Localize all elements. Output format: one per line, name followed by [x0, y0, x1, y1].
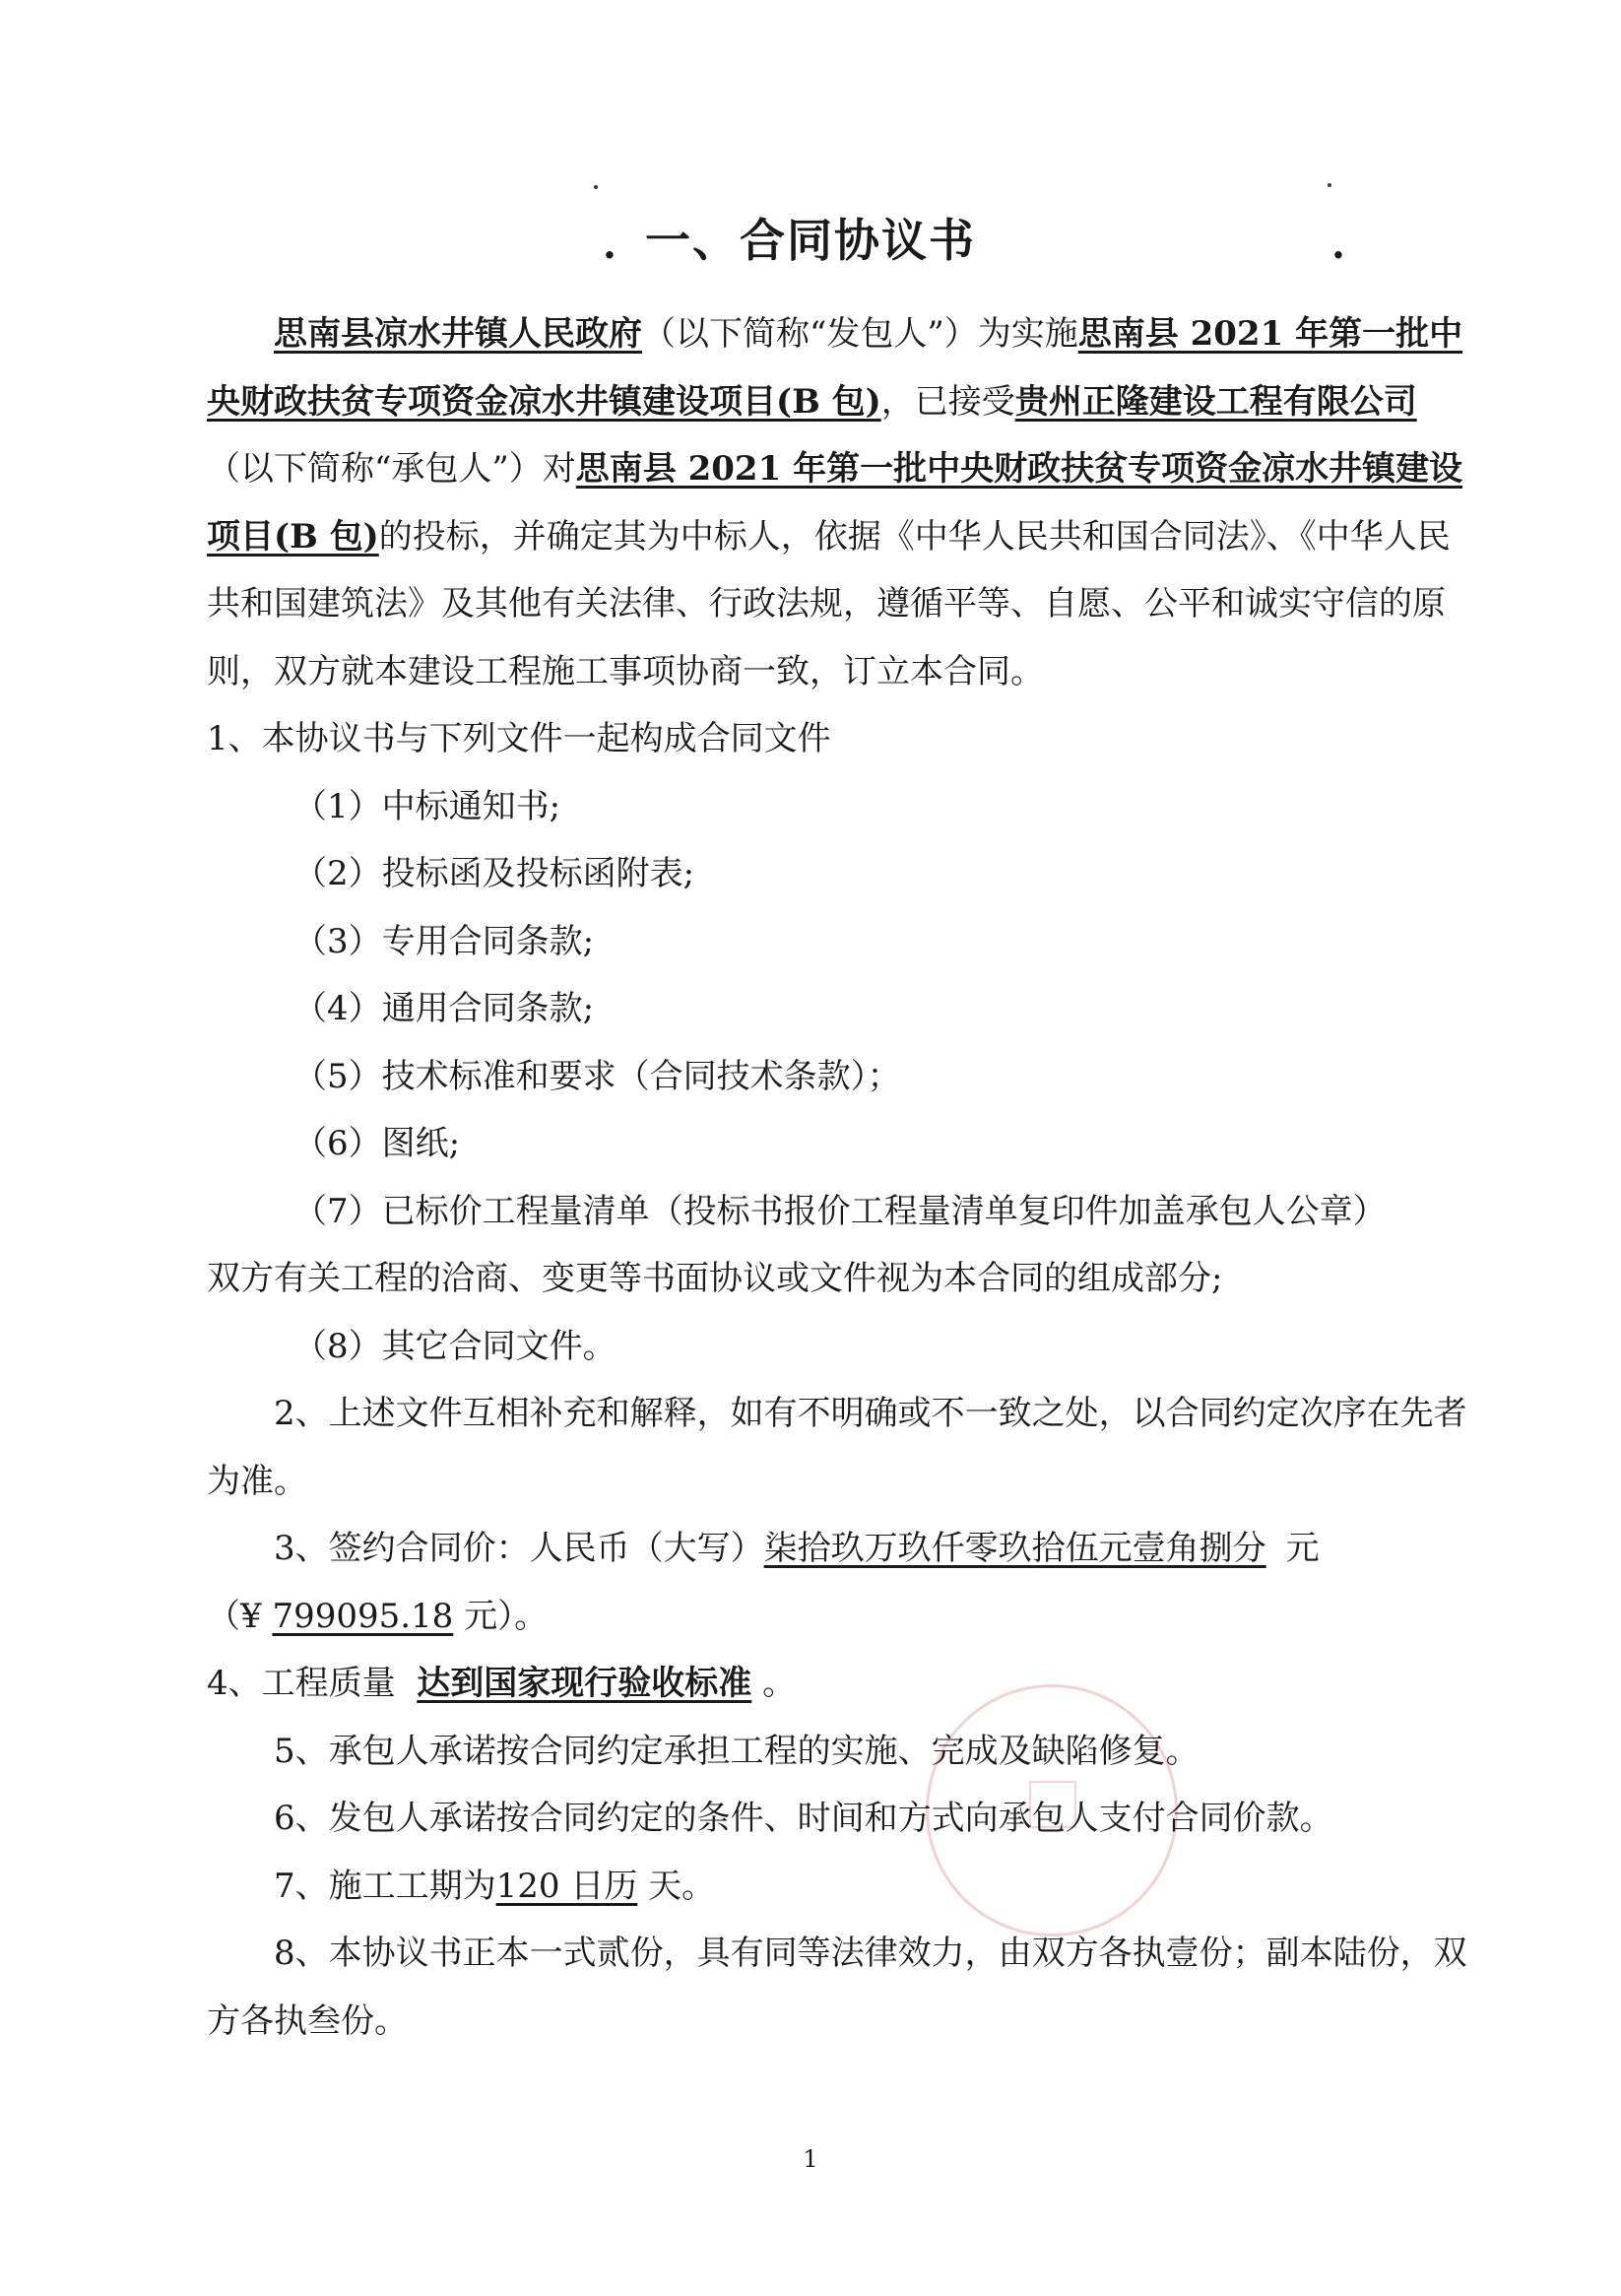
intro-rest: 的投标，并确定其为中标人，依据《中华人民共和国合同法》、《中华人民共和国建筑法》及其他有关法律、行政法规，遵循平等、自愿、公平和诚实守信的原则，双方就本建设工程施工事项协商一致，订立本合同。 — [207, 516, 1451, 691]
contractor-note: （以下简称“承包人”）对 — [207, 449, 576, 489]
clause-2: 2、上述文件互相补充和解释，如有不明确或不一致之处，以合同约定次序在先者为准。 — [207, 1394, 1467, 1501]
employer-note: （以下简称“发包人”）为实施 — [642, 314, 1078, 354]
contractor-name: 贵州正隆建设工程有限公司 — [1014, 381, 1417, 422]
contract-price-unit: 元 — [1285, 1529, 1320, 1568]
clause-4 — [207, 1650, 1477, 1718]
duration-value: 120 日历 — [495, 1866, 638, 1906]
quality-prefix: 4、工程质量 — [207, 1664, 396, 1703]
clause-8: 8、本协议书正本一式贰份，具有同等法律效力，由双方各执壹份；副本陆份，双方各执叁份。 — [207, 1934, 1467, 2041]
contract-price-number: 799095.18 — [272, 1596, 454, 1636]
page-number: 1 — [803, 2145, 818, 2173]
clause-1-item: （5）技术标准和要求（合同技术条款）； — [293, 1056, 901, 1096]
clause-1-item: （1）中标通知书; — [293, 786, 561, 826]
page-title: 一、合同协议书 — [645, 214, 976, 267]
clause-1-item: （8）其它合同文件。 — [293, 1326, 616, 1366]
duration-suffix: 天。 — [648, 1866, 716, 1906]
contract-price-words: 柒拾玖万玖仟零玖拾伍元壹角捌分 — [763, 1529, 1266, 1568]
accepted-text: ，已接受 — [880, 381, 1015, 422]
clause-1-continuation: 双方有关工程的洽商、变更等书面协议或文件视为本合同的组成部分; — [207, 1259, 1223, 1298]
project-name-repeat: 思南县 2021 年第一批中央财政扶贫专项资金凉水井镇建设项目(B 包) — [207, 449, 1463, 557]
clause-1-item: （4）通用合同条款; — [293, 989, 595, 1028]
project-name: 思南县 2021 年第一批中央财政扶贫专项资金凉水井镇建设项目(B 包) — [207, 314, 1463, 422]
contract-body — [207, 300, 1477, 2055]
contract-price-num-suffix: 元）。 — [464, 1596, 549, 1636]
quality-suffix: 。 — [762, 1664, 797, 1703]
clause-1-item: （6）图纸; — [293, 1124, 461, 1163]
clause-6: 6、发包人承诺按合同约定的条件、时间和方式向承包人支付合同价款。 — [274, 1799, 1333, 1838]
clause-1-heading: 1、本协议书与下列文件一起构成合同文件 — [207, 719, 831, 758]
contract-price-num-prefix: （¥ — [207, 1596, 262, 1636]
intro-paragraph — [207, 300, 1477, 705]
clause-1-item: （2）投标函及投标函附表; — [293, 854, 695, 893]
quality-value: 达到国家现行验收标准 — [417, 1664, 752, 1703]
title-dot-right: . — [1331, 222, 1345, 268]
clause-1-item: （3）专用合同条款; — [293, 921, 595, 961]
duration-prefix: 7、施工工期为 — [274, 1866, 496, 1906]
clause-1-item: （7）已标价工程量清单（投标书报价工程量清单复印件加盖承包人公章） — [293, 1191, 1387, 1231]
clause-7 — [207, 1853, 1477, 1921]
scan-speck — [1328, 183, 1331, 187]
title-dot-left: . — [603, 222, 616, 268]
scan-speck — [594, 185, 598, 189]
contract-price-prefix: 3、签约合同价：人民币（大写） — [274, 1529, 764, 1568]
clause-3 — [207, 1515, 1477, 1650]
employer-name: 思南县凉水井镇人民政府 — [274, 314, 642, 354]
clause-5: 5、承包人承诺按合同约定承担工程的实施、完成及缺陷修复。 — [274, 1731, 1200, 1771]
